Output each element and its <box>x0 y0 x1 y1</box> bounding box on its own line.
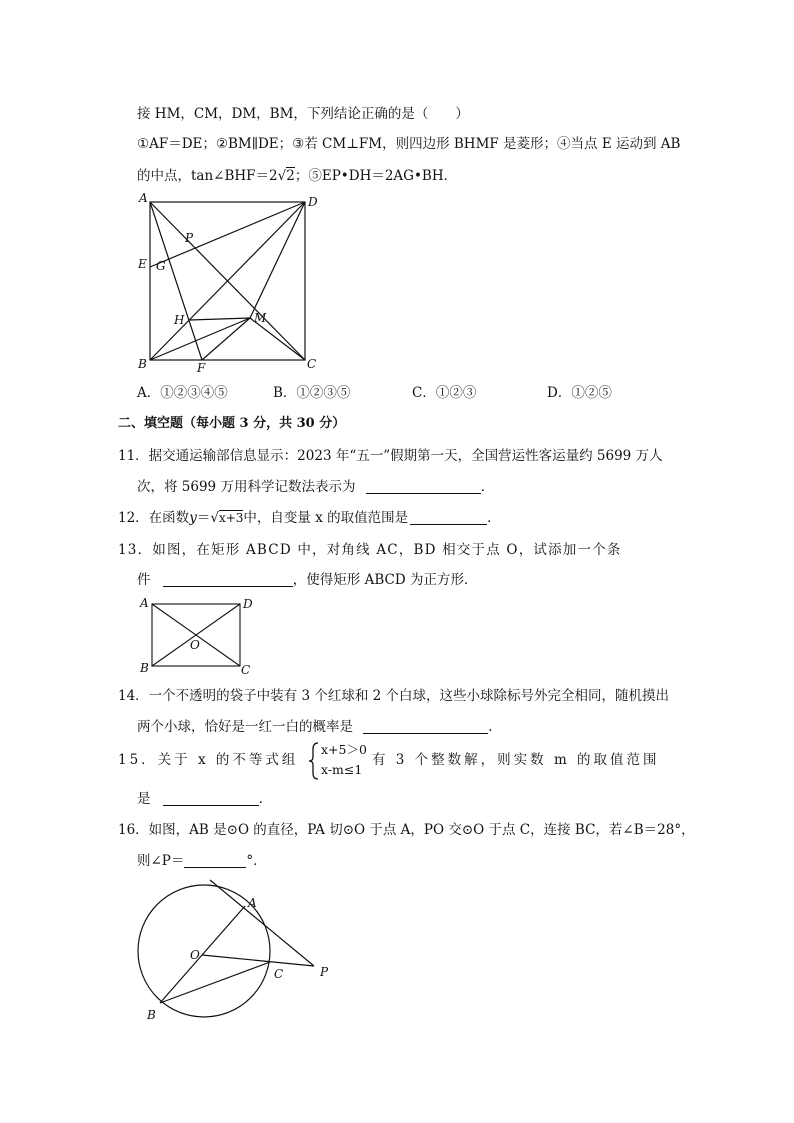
q10-option-b: B．①②③⑤ <box>273 385 351 401</box>
q11-line2 <box>137 477 494 497</box>
q10-option-a: A．①②③④⑤ <box>137 385 228 401</box>
q16-line2-a: 则∠P＝ <box>137 853 185 869</box>
q13-line2-a: 件 <box>137 572 151 588</box>
q11-end: ． <box>480 479 495 495</box>
q14-line1: 14．一个不透明的袋子中装有 3 个红球和 2 个白球，这些小球除标号外完全相同，随机摸出 <box>118 688 670 704</box>
label-f: F <box>197 361 206 375</box>
q13-line2 <box>137 570 477 590</box>
label-m: M <box>254 311 267 325</box>
q11-line1: 11．据交通运输部信息显示：2023 年“五一”假期第一天，全国营运性客运量约 5699 万人 <box>118 448 663 464</box>
q13-answer-blank[interactable] <box>163 572 293 587</box>
q14-end: ． <box>488 719 502 735</box>
segment-bc <box>160 962 270 1003</box>
label-c: C <box>241 663 251 676</box>
label-a: A <box>248 896 257 910</box>
q15-inequality-1: x+5＞0 <box>321 742 367 757</box>
q10-line2: ①AF＝DE；②BM∥DE；③若 CM⊥FM，则四边形 BHMF 是菱形；④当点 E 运动到 AB <box>137 136 681 152</box>
q15-end: ． <box>258 791 273 807</box>
q12-line <box>118 508 501 528</box>
label-o: O <box>190 638 200 652</box>
q12-eq: ＝ <box>196 510 211 526</box>
label-a: A <box>139 191 148 205</box>
q12-radicand: x+3 <box>218 511 244 525</box>
sqrt-symbol: √ <box>210 510 219 526</box>
label-g: G <box>156 259 166 273</box>
q16-figure <box>130 878 345 1028</box>
q12-y: y <box>189 510 197 526</box>
q10-line3-sqrt: 2 <box>286 168 295 184</box>
q16-answer-blank[interactable] <box>184 853 246 868</box>
segment-af <box>150 202 202 360</box>
brace-symbol <box>308 741 320 781</box>
q10-line3-b: ；⑤EP•DH＝2AG•BH． <box>294 168 458 184</box>
q15-suffix: 有 3 个整数解，则实数 m 的取值范围 <box>372 752 660 768</box>
q10-line3 <box>137 166 457 186</box>
segment-dm <box>250 202 305 318</box>
label-a: A <box>140 596 149 610</box>
label-d: D <box>308 195 318 209</box>
q12-prefix: 12．在函数 <box>118 510 190 526</box>
label-b: B <box>140 661 149 675</box>
label-h: H <box>174 313 185 327</box>
q16-line1: 16．如图，AB 是⊙O 的直径，PA 切⊙O 于点 A，PO 交⊙O 于点 C，连接 BC，若∠B＝28°， <box>118 822 695 838</box>
label-b: B <box>147 1008 156 1022</box>
segment-fm <box>202 318 250 360</box>
q13-figure <box>135 594 260 676</box>
q11-text: 次，将 5699 万用科学记数法表示为 <box>137 479 356 495</box>
q15-inequality-2: x-m≤1 <box>321 762 363 777</box>
label-c: C <box>307 357 317 371</box>
sqrt-symbol: √ <box>277 168 287 184</box>
label-b: B <box>138 357 147 371</box>
label-d: D <box>243 597 253 611</box>
q15-line2 <box>137 789 272 809</box>
label-e: E <box>138 257 147 271</box>
q14-line2 <box>137 717 502 737</box>
q12-suffix: 中，自变量 x 的取值范围是 <box>243 510 409 526</box>
label-o: O <box>190 948 200 962</box>
tangent-line-pa <box>210 880 314 966</box>
q14-text: 两个小球，恰好是一红一白的概率是 <box>137 719 353 735</box>
segment-po <box>202 955 314 966</box>
q10-option-c: C．①②③ <box>412 385 477 401</box>
q10-line3-a: 的中点，tan∠BHF＝2 <box>137 168 278 184</box>
q11-answer-blank[interactable] <box>366 479 481 494</box>
q16-line2-b: °． <box>246 853 267 869</box>
label-p: P <box>320 965 329 979</box>
q10-option-d: D．①②⑤ <box>547 385 612 401</box>
section-title: 二、填空题（每小题 3 分，共 30 分） <box>118 416 346 431</box>
q13-line2-b: ，使得矩形 ABCD 为正方形． <box>292 572 478 588</box>
label-p: P <box>185 231 194 245</box>
q14-answer-blank[interactable] <box>363 719 488 734</box>
q13-line1: 13．如图，在矩形 ABCD 中，对角线 AC，BD 相交于点 O，试添加一个条 <box>118 542 622 558</box>
q10-line1: 接 HM，CM，DM，BM，下列结论正确的是（ ） <box>137 106 469 122</box>
q12-end: ． <box>487 510 501 526</box>
label-c: C <box>274 967 284 981</box>
segment-ed <box>150 202 305 267</box>
q12-answer-blank[interactable] <box>410 510 487 525</box>
q16-line2 <box>137 851 267 871</box>
segment-hm <box>190 318 250 320</box>
q15-answer-blank[interactable] <box>163 791 259 806</box>
q15-prefix: 15．关于 x 的不等式组 <box>118 752 299 768</box>
q10-figure <box>130 190 330 375</box>
q15-line2-text: 是 <box>137 791 151 807</box>
